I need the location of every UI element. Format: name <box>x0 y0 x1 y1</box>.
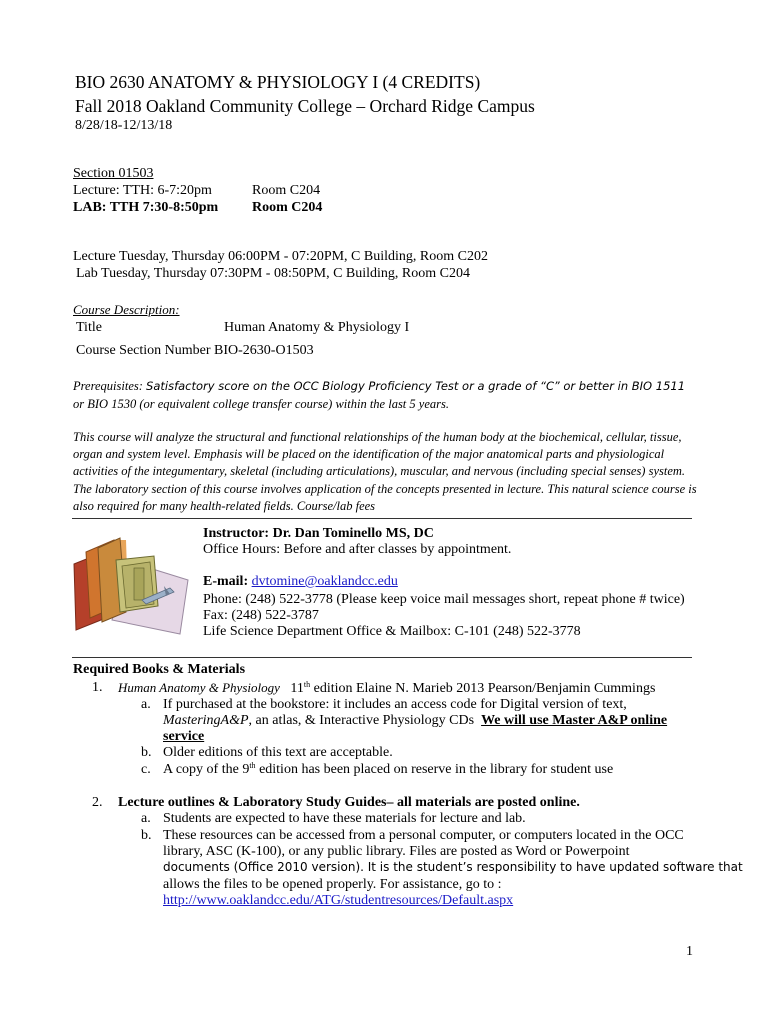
email-line <box>203 574 398 590</box>
master-ap-notice-cont: service <box>163 729 205 744</box>
prerequisites-line2: or BIO 1530 (or equivalent college transfer course) within the last 5 years. <box>73 397 449 411</box>
reserve-text1: A copy of the 9 <box>163 762 250 777</box>
prerequisites-text: Satisfactory score on the OCC Biology Proficiency Test or a grade of “C” or better in BIO 1511 <box>146 379 686 393</box>
lecture-outlines-heading: Lecture outlines & Laboratory Study Guides– all materials are posted online. <box>118 795 580 810</box>
textbook-details: edition Elaine N. Marieb 2013 Pearson/Benjamin Cummings <box>310 681 656 696</box>
lecture-time: Lecture: TTH: 6-7:20pm <box>73 183 212 198</box>
office-hours: Office Hours: Before and after classes by appointment. <box>203 542 512 557</box>
date-range: 8/28/18-12/13/18 <box>75 118 173 133</box>
divider-bottom <box>72 657 692 658</box>
resources-line2: library, ASC (K-100), or any public library. Files are posted as Word or Powerpoint <box>163 844 630 859</box>
term-line: Fall 2018 Oakland Community College – Orchard Ridge Campus <box>75 96 535 116</box>
list-number: 1. <box>92 680 103 695</box>
bookstore-line2-text: , an atlas, & Interactive Physiology CDs <box>248 713 475 728</box>
textbook-edition-number: 11 <box>290 681 304 696</box>
course-description-heading: Course Description: <box>73 302 180 317</box>
lecture-room: Room C204 <box>252 183 321 198</box>
bookstore-line1: If purchased at the bookstore: it includes an access code for Digital version of text, <box>163 697 627 712</box>
fax-line: Fax: (248) 522-3787 <box>203 608 319 623</box>
course-section-number: Course Section Number BIO-2630-O1503 <box>76 343 314 358</box>
course-title-label: Title <box>76 320 102 335</box>
divider-top <box>72 518 692 519</box>
course-title-value: Human Anatomy & Physiology I <box>224 320 410 335</box>
list-letter: a. <box>141 811 151 826</box>
list-letter: c. <box>141 762 151 777</box>
reserve-line <box>163 762 613 778</box>
list-number: 2. <box>92 795 103 810</box>
master-ap-notice: We will use Master A&P online <box>481 713 668 728</box>
email-link[interactable]: dvtomine@oaklandcc.edu <box>251 574 398 589</box>
textbook-title: Human Anatomy & Physiology <box>118 680 280 695</box>
reserve-sup: th <box>249 761 256 770</box>
books-clipart-icon <box>70 522 195 642</box>
resources-line4: allows the files to be opened properly. For assistance, go to : <box>163 877 502 892</box>
lecture-schedule: Lecture Tuesday, Thursday 06:00PM - 07:20PM, C Building, Room C202 <box>73 249 488 264</box>
bookstore-line2 <box>163 713 667 729</box>
mastering-ap: MasteringA&P <box>163 713 249 728</box>
books-heading: Required Books & Materials <box>73 662 246 677</box>
instructor-name: Instructor: Dr. Dan Tominello MS, DC <box>203 526 434 541</box>
phone-line: Phone: (248) 522-3778 (Please keep voice mail messages short, repeat phone # twice) <box>203 592 685 607</box>
list-letter: b. <box>141 828 152 843</box>
reserve-text2: edition has been placed on reserve in the library for student use <box>255 762 614 777</box>
list-letter: a. <box>141 697 151 712</box>
lab-room: Room C204 <box>252 200 323 215</box>
resources-line1: These resources can be accessed from a personal computer, or computers located in the OCC <box>163 828 684 843</box>
course-title: BIO 2630 ANATOMY & PHYSIOLOGY I (4 CREDITS) <box>75 72 481 92</box>
materials-expected: Students are expected to have these materials for lecture and lab. <box>163 811 526 826</box>
lab-time: LAB: TTH 7:30-8:50pm <box>73 200 219 215</box>
dept-office-line: Life Science Department Office & Mailbox: C-101 (248) 522-3778 <box>203 624 581 639</box>
prerequisites-label: Prerequisites: <box>73 379 143 393</box>
prerequisites-line1 <box>73 379 685 394</box>
lab-schedule: Lab Tuesday, Thursday 07:30PM - 08:50PM, C Building, Room C204 <box>76 266 470 281</box>
resources-line3: documents (Office 2010 version). It is the student’s responsibility to have updated software that <box>163 860 743 874</box>
older-editions: Older editions of this text are acceptable. <box>163 745 393 760</box>
student-resources-link[interactable]: http://www.oaklandcc.edu/ATG/studentresources/Default.aspx <box>163 893 514 908</box>
textbook-line <box>118 680 655 697</box>
list-letter: b. <box>141 745 152 760</box>
section-label: Section 01503 <box>73 166 154 181</box>
course-description-body: This course will analyze the structural and functional relationships of the human body at the biochemical, cellular, tissue, organ and system level. Emphasis will be placed on the identification of the major anatomical parts and physiological activities of the integumentary, skeletal (including articulations), muscular, and nervous (including special senses) system. The laboratory section of this course involves application of the concepts presented in lecture. This natural science course is also required for many health-related fields. Course/lab fees <box>73 430 697 513</box>
page-number: 1 <box>686 944 693 959</box>
email-label: E-mail: <box>203 574 249 589</box>
textbook-edition-sup: th <box>303 680 311 689</box>
